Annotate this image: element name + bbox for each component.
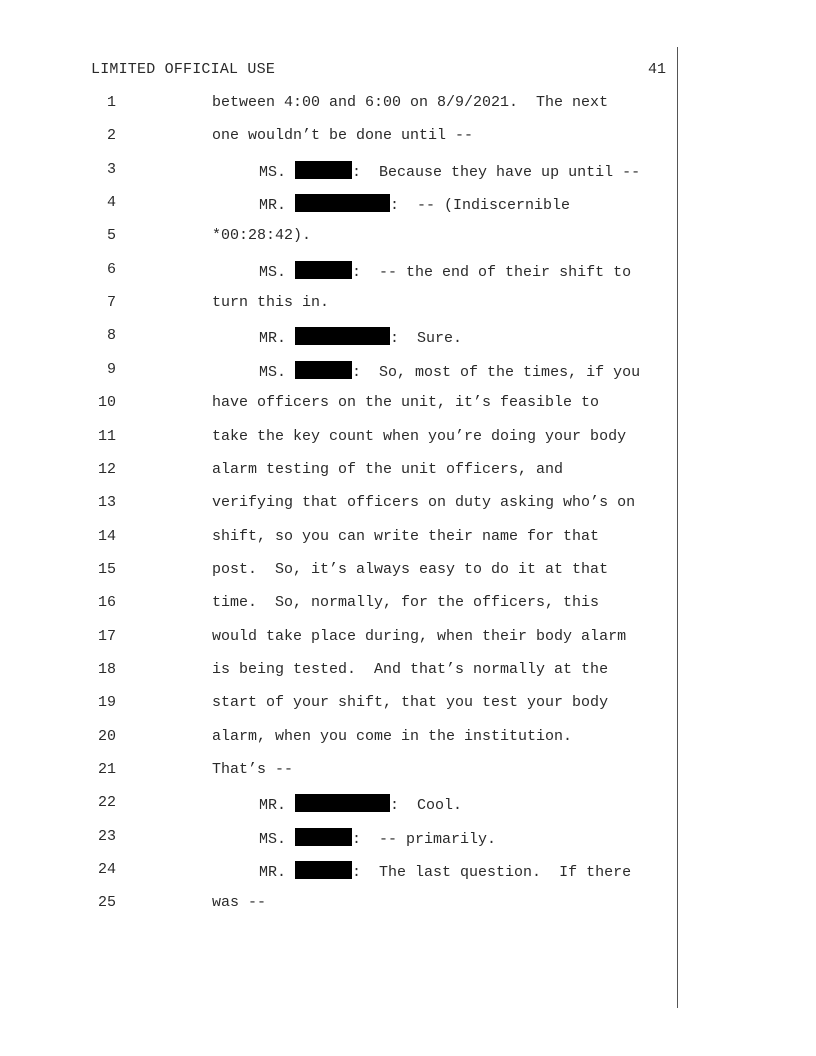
transcript-line [0,561,816,581]
spoken-text: : -- (Indiscernible [390,197,571,214]
spoken-text: : -- primarily. [352,831,497,848]
redaction-box [295,194,390,212]
line-number: 14 [97,528,116,545]
line-text [212,528,599,545]
transcript-line [0,394,816,414]
transcript-line [0,528,816,548]
spoken-text: verifying that officers on duty asking who’s on [212,494,636,511]
transcript-line [0,494,816,514]
line-number: 10 [97,394,116,411]
transcript-line [0,161,816,181]
transcript-line [0,661,816,681]
line-text [212,728,572,745]
spoken-text: : So, most of the times, if you [352,364,641,381]
line-text [212,494,635,511]
line-text [259,261,631,281]
transcript-line [0,861,816,881]
line-number: 4 [106,194,116,211]
line-text [212,428,626,445]
line-number: 1 [106,94,116,111]
transcript-line [0,94,816,114]
transcript-line [0,127,816,147]
line-text [212,294,329,311]
spoken-text: start of your shift, that you test your body [212,694,609,711]
line-number: 18 [97,661,116,678]
line-text [259,828,496,848]
line-text [212,894,266,911]
line-text [212,594,599,611]
line-number: 16 [97,594,116,611]
line-number: 25 [97,894,116,911]
redaction-box [295,361,352,379]
transcript-line [0,194,816,214]
spoken-text: : Sure. [390,330,463,347]
speaker-title: MR. [259,197,287,214]
transcript-line [0,828,816,848]
line-number: 8 [106,327,116,344]
redaction-box [295,261,352,279]
redaction-box [295,861,352,879]
line-text [259,861,631,881]
line-text [212,694,608,711]
transcript-line [0,294,816,314]
redaction-box [295,327,390,345]
line-number: 5 [106,227,116,244]
line-text [212,227,311,244]
redaction-box [295,794,390,812]
spoken-text: post. So, it’s always easy to do it at that [212,561,609,578]
speaker-title: MS. [259,164,287,181]
classification-marking: LIMITED OFFICIAL USE [91,61,276,78]
speaker-title: MS. [259,364,287,381]
line-text [212,127,473,144]
line-number: 11 [97,428,116,445]
spoken-text: alarm testing of the unit officers, and [212,461,564,478]
line-text [259,161,640,181]
transcript-line [0,227,816,247]
line-text [259,794,462,814]
line-number: 15 [97,561,116,578]
speaker-title: MS. [259,831,287,848]
transcript-line [0,361,816,381]
spoken-text: : Cool. [390,797,463,814]
spoken-text: time. So, normally, for the officers, this [212,594,600,611]
line-number: 23 [97,828,116,845]
transcript-line [0,694,816,714]
speaker-title: MR. [259,330,287,347]
spoken-text: take the key count when you’re doing your body [212,428,627,445]
line-text [259,194,570,214]
line-text [259,361,640,381]
speaker-title: MS. [259,264,287,281]
redaction-box [295,828,352,846]
spoken-text: between 4:00 and 6:00 on 8/9/2021. The next [212,94,609,111]
transcript-line [0,628,816,648]
transcript-line [0,327,816,347]
line-number: 2 [106,127,116,144]
spoken-text: would take place during, when their body alarm [212,628,627,645]
line-number: 17 [97,628,116,645]
spoken-text: *00:28:42). [212,227,312,244]
transcript-line [0,461,816,481]
line-number: 22 [97,794,116,811]
line-text [212,561,608,578]
spoken-text: That’s -- [212,761,294,778]
line-text [212,461,563,478]
spoken-text: is being tested. And that’s normally at the [212,661,609,678]
page-number: 41 [648,61,667,78]
transcript-line [0,761,816,781]
transcript-line [0,894,816,914]
line-text [212,628,626,645]
transcript-line [0,594,816,614]
spoken-text: was -- [212,894,267,911]
spoken-text: : -- the end of their shift to [352,264,632,281]
line-number: 7 [106,294,116,311]
line-number: 21 [97,761,116,778]
transcript-line [0,261,816,281]
transcript-line [0,428,816,448]
transcript-line [0,728,816,748]
line-number: 12 [97,461,116,478]
line-text [212,661,608,678]
speaker-title: MR. [259,864,287,881]
line-text [259,327,462,347]
line-number: 9 [106,361,116,378]
line-number: 19 [97,694,116,711]
spoken-text: : The last question. If there [352,864,632,881]
line-number: 13 [97,494,116,511]
spoken-text: : Because they have up until -- [352,164,641,181]
spoken-text: shift, so you can write their name for that [212,528,600,545]
spoken-text: have officers on the unit, it’s feasible to [212,394,600,411]
line-text [212,94,608,111]
line-number: 20 [97,728,116,745]
spoken-text: one wouldn’t be done until -- [212,127,474,144]
line-number: 6 [106,261,116,278]
line-number: 24 [97,861,116,878]
redaction-box [295,161,352,179]
line-text [212,394,599,411]
transcript-line [0,794,816,814]
line-text [212,761,293,778]
speaker-title: MR. [259,797,287,814]
spoken-text: alarm, when you come in the institution. [212,728,573,745]
line-number: 3 [106,161,116,178]
spoken-text: turn this in. [212,294,330,311]
